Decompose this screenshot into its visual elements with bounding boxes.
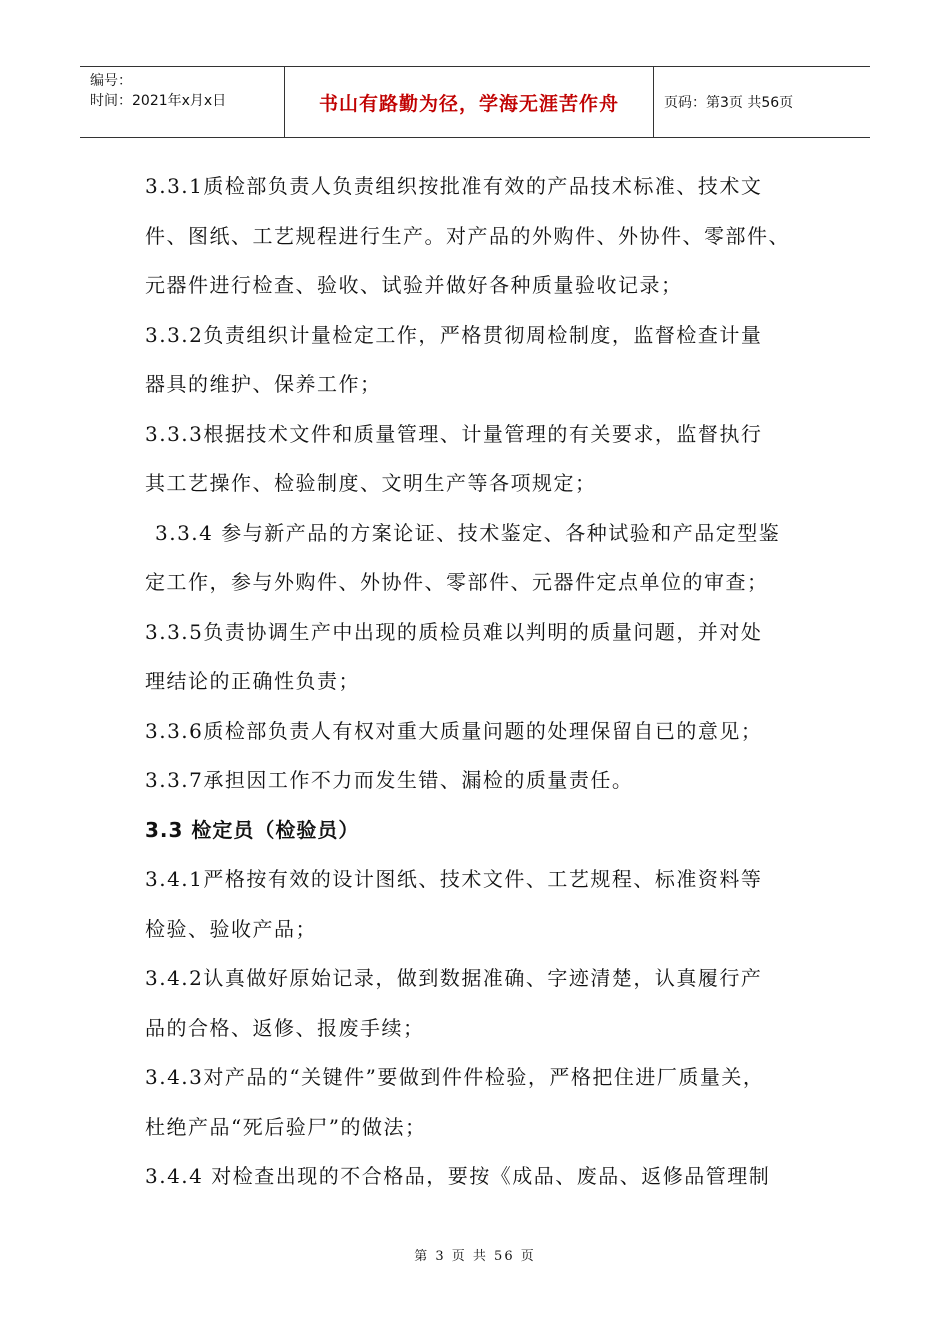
text-line: 品的合格、返修、报废手续； bbox=[145, 1015, 425, 1040]
text-line: 3.4.4 对检查出现的不合格品，要按《成品、废品、返修品管理制 bbox=[145, 1164, 771, 1188]
header-motto: 书山有路勤为径，学海无涯苦作舟 bbox=[284, 67, 654, 137]
text-line: 3.3.1质检部负责人负责组织按批准有效的产品技术标准、技术文 bbox=[145, 174, 763, 198]
text-line: 杜绝产品“死后验尸”的做法； bbox=[145, 1114, 427, 1139]
text-line: 器具的维护、保养工作； bbox=[145, 372, 382, 396]
section-heading: 3.3 检定员（检验员） bbox=[145, 817, 360, 842]
page-header bbox=[80, 66, 870, 138]
text-line: 元器件进行检查、验收、试验并做好各种质量验收记录； bbox=[145, 273, 683, 297]
document-body bbox=[145, 162, 815, 1202]
text-line: 3.4.1严格按有效的设计图纸、技术文件、工艺规程、标准资料等 bbox=[145, 867, 763, 891]
text-line: 检验、验收产品； bbox=[145, 916, 317, 941]
text-line: 3.3.4 参与新产品的方案论证、技术鉴定、各种试验和产品定型鉴 bbox=[155, 520, 781, 545]
text-line: 件、图纸、工艺规程进行生产。对产品的外购件、外协件、零部件、 bbox=[145, 223, 790, 248]
header-page-info: 页码：第3页 共56页 bbox=[664, 95, 794, 111]
header-meta bbox=[80, 67, 284, 137]
document-number-label: 编号： bbox=[90, 73, 132, 89]
text-line: 3.4.3对产品的“关键件”要做到件件检验，严格把住进厂质量关， bbox=[145, 1065, 765, 1089]
document-date: 时间：2021年x月x日 bbox=[90, 93, 227, 109]
text-line: 3.3.7承担因工作不力而发生错、漏检的质量责任。 bbox=[145, 768, 634, 792]
text-line: 3.3.3根据技术文件和质量管理、计量管理的有关要求，监督执行 bbox=[145, 421, 763, 446]
text-line: 其工艺操作、检验制度、文明生产等各项规定； bbox=[145, 471, 597, 495]
text-line: 3.3.2负责组织计量检定工作，严格贯彻周检制度，监督检查计量 bbox=[145, 322, 763, 347]
text-line: 3.3.5负责协调生产中出现的质检员难以判明的质量问题，并对处 bbox=[145, 619, 763, 644]
text-line: 理结论的正确性负责； bbox=[145, 669, 360, 693]
text-line: 3.3.6质检部负责人有权对重大质量问题的处理保留自已的意见； bbox=[145, 718, 763, 743]
text-line: 定工作，参与外购件、外协件、零部件、元器件定点单位的审查； bbox=[145, 570, 769, 594]
text-line: 3.4.2认真做好原始记录，做到数据准确、字迹清楚，认真履行产 bbox=[145, 966, 763, 990]
page-footer: 第 3 页 共 56 页 bbox=[414, 1249, 536, 1264]
